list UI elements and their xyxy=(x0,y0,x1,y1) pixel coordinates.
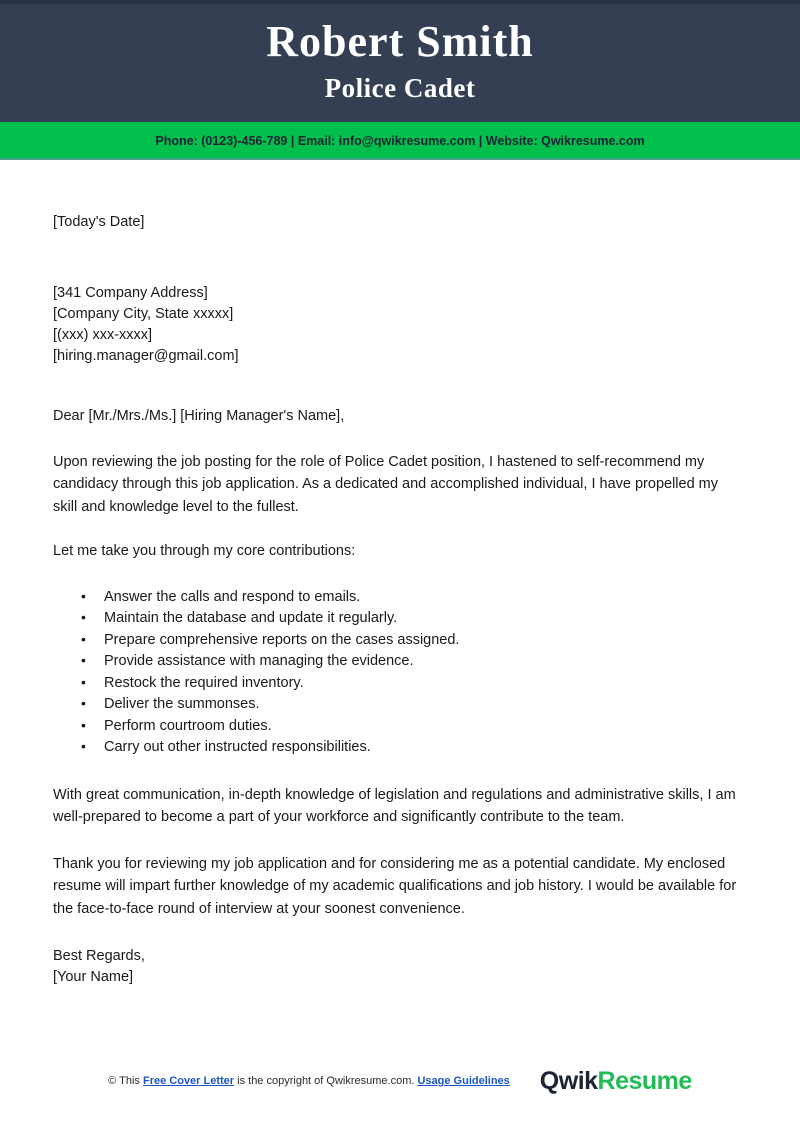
list-item: • Carry out other instructed responsibilities. xyxy=(53,737,738,759)
list-item: • Deliver the summonses. xyxy=(53,694,738,716)
recipient-line: [Company City, State xxxxx] xyxy=(53,306,234,322)
footer-text-middle: is the copyright of Qwikresume.com. xyxy=(234,1075,418,1087)
sign-off: Best Regards, xyxy=(53,948,145,964)
contributions-list xyxy=(53,587,738,759)
job-title: Police Cadet xyxy=(324,73,476,103)
contact-bar-text: Phone: (0123)-456-789 | Email: info@qwikresume.com | Website: Qwikresume.com xyxy=(155,134,645,148)
list-item: • Maintain the database and update it regularly. xyxy=(53,608,738,630)
intro-paragraph: Upon reviewing the job posting for the role of Police Cadet position, I hastened to self-recommend my candidacy through this job application. As a dedicated and accomplished individual, I have propelled my skill and knowledge level to the fullest. xyxy=(53,453,719,515)
list-item: • Provide assistance with managing the evidence. xyxy=(53,651,738,673)
free-cover-letter-link[interactable]: Free Cover Letter xyxy=(142,1075,235,1087)
closing-paragraph: Thank you for reviewing my job application and for considering me as a potential candidate. My enclosed resume will impart further knowledge of my academic qualifications and job history. I would be available for the face-to-face round of interview at your soonest convenience. xyxy=(53,855,737,917)
logo-qwik-text: Qwik xyxy=(539,1066,598,1095)
list-item: • Answer the calls and respond to emails. xyxy=(53,587,738,609)
list-item: • Perform courtroom duties. xyxy=(53,716,738,738)
list-item: • Restock the required inventory. xyxy=(53,673,738,695)
recipient-line: [341 Company Address] xyxy=(53,285,208,301)
recipient-line: [(xxx) xxx-xxxx] xyxy=(53,327,153,343)
date-placeholder: [Today's Date] xyxy=(53,214,145,230)
recipient-address-block xyxy=(53,283,738,367)
bullets-lead-in: Let me take you through my core contributions: xyxy=(53,543,356,559)
resume-header xyxy=(0,4,800,122)
footer-copyright-text xyxy=(108,1075,510,1087)
qwikresume-logo[interactable] xyxy=(540,1067,692,1096)
logo-resume-text: Resume xyxy=(597,1066,692,1095)
signature-placeholder: [Your Name] xyxy=(53,969,134,985)
salutation: Dear [Mr./Mrs./Ms.] [Hiring Manager's Name], xyxy=(53,408,345,424)
list-item: • Prepare comprehensive reports on the cases assigned. xyxy=(53,630,738,652)
skills-paragraph: With great communication, in-depth knowledge of legislation and regulations and administrative skills, I am well-prepared to become a part of your workforce and significantly contribute to the team. xyxy=(53,786,736,825)
footer-text-before: This xyxy=(116,1075,143,1087)
copyright-icon: © xyxy=(108,1075,117,1087)
usage-guidelines-link[interactable]: Usage Guidelines xyxy=(417,1075,510,1087)
page-footer xyxy=(0,1059,800,1131)
page-title: Robert Smith xyxy=(266,17,534,66)
recipient-line: [hiring.manager@gmail.com] xyxy=(53,348,239,364)
contact-bar xyxy=(0,122,800,160)
letter-body xyxy=(0,160,800,988)
